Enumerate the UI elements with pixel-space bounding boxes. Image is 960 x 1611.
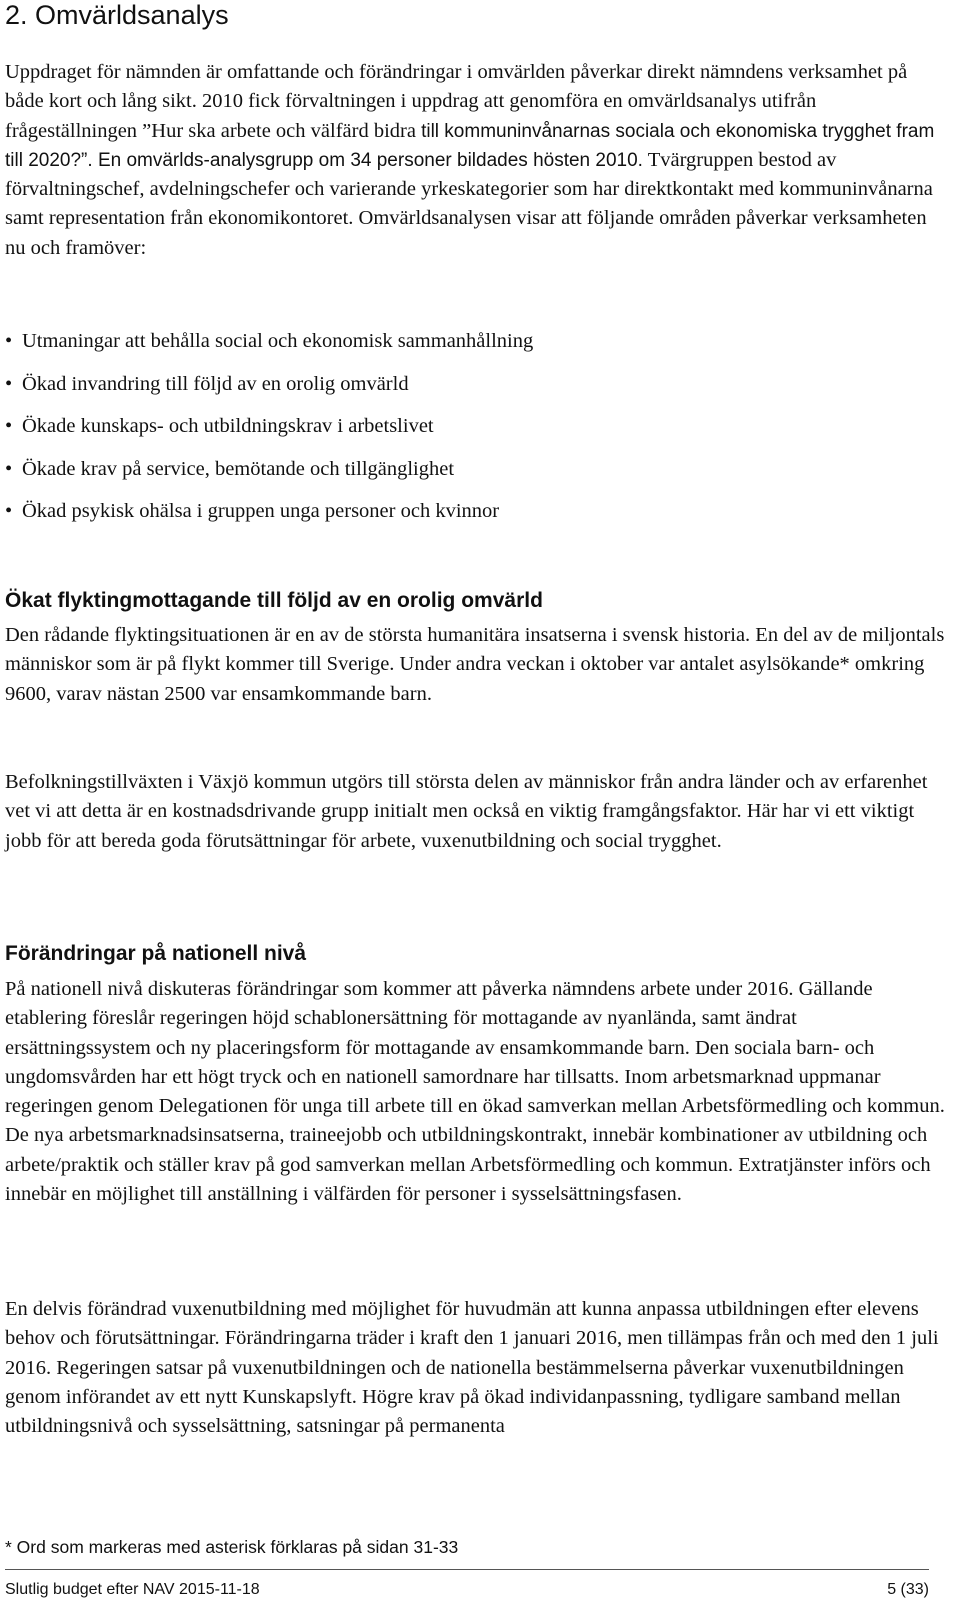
list-item: • Utmaningar att behålla social och ekonomisk sammanhållning <box>5 327 533 370</box>
bullet-icon: • <box>5 500 13 522</box>
page-heading: 2. Omvärldsanalys <box>5 0 229 30</box>
list-item: • Ökade krav på service, bemötande och tillgänglighet <box>5 455 533 498</box>
refugees-paragraph-2: Befolkningstillväxten i Växjö kommun utgörs till största delen av människor från andra länder och av erfarenhet vet vi att detta är en kostnadsdrivande grupp initialt men också en viktig framgångsfaktor. Här har vi ett viktigt jobb för att bereda goda förutsättningar för arbete, vuxenutbildning och social trygghet. <box>5 771 928 852</box>
refugees-paragraph-1: Den rådande flyktingsituationen är en av de största humanitära insatserna i svensk historia. En del av de miljontals människor som är på flykt kommer till Sverige. Under andra veckan i oktober var antalet asylsökande* omkring 9600, varav nästan 2500 var ensamkommande barn. <box>5 624 945 705</box>
impact-list <box>5 327 533 540</box>
footnote: * Ord som markeras med asterisk förklaras på sidan 31-33 <box>5 1537 459 1557</box>
list-item: • Ökad psykisk ohälsa i gruppen unga personer och kvinnor <box>5 497 533 540</box>
national-paragraph-1: På nationell nivå diskuteras förändringar som kommer att påverka nämndens arbete under 2016. Gällande etablering föreslår regeringen höjd schablonersättning för mottagande av nyanlända, samt ändrat ersättningssystem och ny placeringsform för mottagande av ensamkommande barn. Den sociala barn- och ungdomsvården har ett högt tryck och en nationell samordnare har tillsatts. Inom arbetsmarknad uppmanar regeringen genom Delegationen för unga till arbete till en ökad samverkan mellan Arbetsförmedling och kommun. De nya arbetsmarknadsinsatserna, traineejobb och utbildningskontrakt, innebär kombinationer av utbildning och arbete/praktik och ställer krav på god samverkan mellan Arbetsförmedling och kommun. Extratjänster införs och innebär en möjlighet till anställning i välfärden för personer i sysselsättningsfasen. <box>5 978 945 1206</box>
bullet-icon: • <box>5 330 13 352</box>
intro-text-sans: till kommuninvånarnas sociala och ekonomiska trygghet fram till 2020?”. En omvärlds-analysgrupp om 34 personer bildades hösten 2010. <box>5 120 935 171</box>
list-item: • Ökade kunskaps- och utbildningskrav i arbetslivet <box>5 412 533 455</box>
section-heading-national: Förändringar på nationell nivå <box>5 942 307 965</box>
list-item: • Ökad invandring till följd av en orolig omvärld <box>5 370 533 413</box>
bullet-icon: • <box>5 372 13 395</box>
intro-paragraph <box>5 58 945 263</box>
footer-page-number: 5 (33) <box>887 1581 929 1598</box>
footer-document-title: Slutlig budget efter NAV 2015-11-18 <box>5 1581 260 1598</box>
bullet-icon: • <box>5 457 13 480</box>
intro-text-part2: Tvärgruppen bestod av förvaltningschef, avdelningschefer och varierande yrkeskategorier som har direktkontakt med kommuninvånarna samt representation från ekonomikontoret. Omvärldsanalysen visar att följande områden påverkar verksamheten nu och framöver: <box>5 148 933 259</box>
bullet-icon: • <box>5 415 13 437</box>
intro-text-part1: Uppdraget för nämnden är omfattande och förändringar i omvärlden påverkar direkt nämndens verksamhet på både kort och lång sikt. 2010 fick förvaltningen i uppdrag att genomföra en omvärldsanalys utifrån frågeställningen ”Hur ska arbete och välfärd bidra <box>5 61 908 142</box>
footer-divider <box>5 1569 929 1570</box>
section-heading-refugees: Ökat flyktingmottagande till följd av en orolig omvärld <box>5 589 543 612</box>
national-paragraph-2: En delvis förändrad vuxenutbildning med möjlighet för huvudmän att kunna anpassa utbildningen efter elevens behov och förutsättningar. Förändringarna träder i kraft den 1 januari 2016, men tillämpas från och med den 1 juli 2016. Regeringen satsar på vuxenutbildningen och de nationella bestämmelserna påverkar vuxenutbildningen genom införandet av ett nytt Kunskapslyft. Högre krav på ökad individanpassning, tydligare samband mellan utbildningsnivå och sysselsättning, satsningar på permanenta <box>5 1298 939 1438</box>
